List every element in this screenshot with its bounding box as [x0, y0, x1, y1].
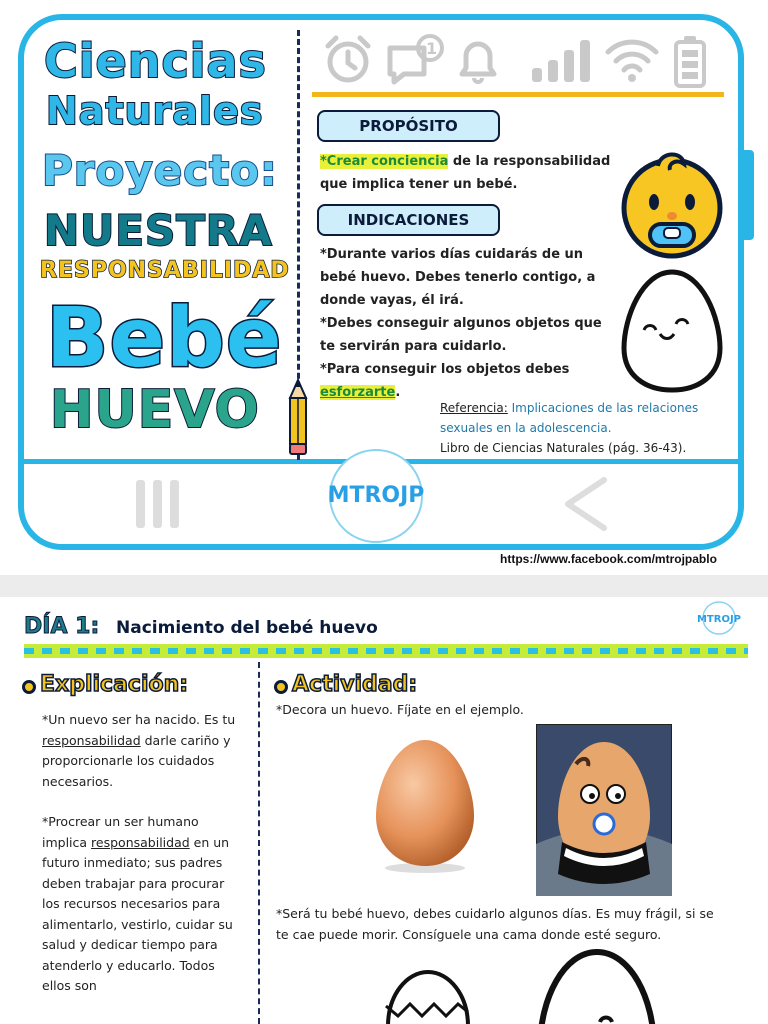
logo-text: MTROJP	[327, 483, 425, 508]
mtrojp-logo	[306, 436, 446, 546]
egg-outline-icon	[532, 948, 662, 1024]
indicacion-1: *Durante varios días cuidarás de un bebé huevo. Debes tenerlo contigo, a donde vayas, él irá.	[320, 247, 596, 308]
project-title-nuestra: NUESTRA	[44, 206, 273, 255]
day-title: DÍA 1:	[24, 614, 100, 639]
project-title-huevo: HUEVO	[50, 380, 260, 440]
egg-photo	[372, 736, 478, 874]
wifi-icon	[604, 34, 660, 86]
proposito-text	[320, 150, 640, 196]
battery-icon	[672, 34, 708, 88]
project-title-responsabilidad: RESPONSABILIDAD	[40, 258, 290, 283]
actividad-heading: Actividad:	[292, 672, 418, 697]
indicacion-highlight: esforzarte	[320, 385, 396, 400]
logo-small-text: MTROJP	[696, 614, 742, 625]
indicaciones-text	[320, 243, 620, 404]
column-divider	[258, 662, 260, 1024]
referencia-label: Referencia:	[440, 401, 508, 415]
svg-text:1: 1	[426, 39, 438, 58]
decorative-dashed-border	[24, 644, 748, 658]
header-rule	[312, 92, 724, 97]
explicacion-p1: *Un nuevo ser ha nacido. Es tu responsabilidad darle cariño y proporcionarle los cuidados necesarios.	[42, 712, 236, 789]
project-label: Proyecto:	[42, 146, 278, 195]
cracked-egg-icon	[380, 966, 476, 1024]
title-ciencias: Ciencias	[44, 34, 267, 88]
mtrojp-logo-small	[690, 600, 748, 636]
explicacion-text	[42, 710, 242, 997]
indicaciones-heading: INDICACIONES	[317, 204, 500, 236]
referencia-title: Implicaciones de las relaciones sexuales en la adolescencia.	[440, 401, 699, 435]
egg-baby-outline-icon	[620, 268, 724, 394]
indicacion-2: *Debes conseguir algunos objetos que te servirán para cuidarlo.	[320, 316, 602, 354]
recent-apps-icon	[134, 478, 182, 530]
referencia-book: Libro de Ciencias Naturales (pág. 36-43).	[440, 441, 687, 455]
page-separator	[0, 575, 768, 597]
actividad-text-2: *Será tu bebé huevo, debes cuidarlo algunos días. Es muy frágil, si se te cae puede morir. Consíguele una cama donde esté seguro.	[276, 906, 714, 942]
baby-face-icon	[618, 146, 726, 260]
explicacion-bullet-icon	[22, 680, 36, 694]
phone-side-button	[740, 150, 754, 240]
back-arrow-icon	[560, 476, 610, 532]
proposito-rest: de la responsabilidad que implica tener un bebé.	[320, 154, 611, 192]
proposito-highlight: *Crear conciencia	[320, 154, 449, 169]
title-naturales: Naturales	[46, 89, 264, 133]
bell-icon	[452, 34, 504, 86]
day-subtitle: Nacimiento del bebé huevo	[116, 618, 378, 638]
decorated-egg-photo	[536, 724, 672, 896]
proposito-heading: PROPÓSITO	[317, 110, 500, 142]
actividad-bullet-icon	[274, 680, 288, 694]
facebook-link[interactable]: https://www.facebook.com/mtrojpablo	[500, 552, 717, 566]
referencia-block	[440, 398, 740, 458]
indicacion-3: *Para conseguir los objetos debes esforzarte.	[320, 362, 570, 400]
actividad-text-1: *Decora un huevo. Fíjate en el ejemplo.	[276, 702, 524, 717]
explicacion-p2: *Procrear un ser humano implica responsabilidad en un futuro inmediato; sus padres deben trabajar para procurar los recursos necesarios para alimentarlo, vestirlo, cuidar su salud y dedicar tiempo para atenderlo y educarlo. Todos ellos son	[42, 814, 233, 993]
signal-bars-icon	[528, 34, 592, 86]
project-title-bebe: Bebé	[46, 291, 283, 386]
alarm-clock-icon	[322, 34, 374, 84]
explicacion-heading: Explicación:	[40, 672, 189, 697]
message-notification-icon	[386, 34, 448, 86]
